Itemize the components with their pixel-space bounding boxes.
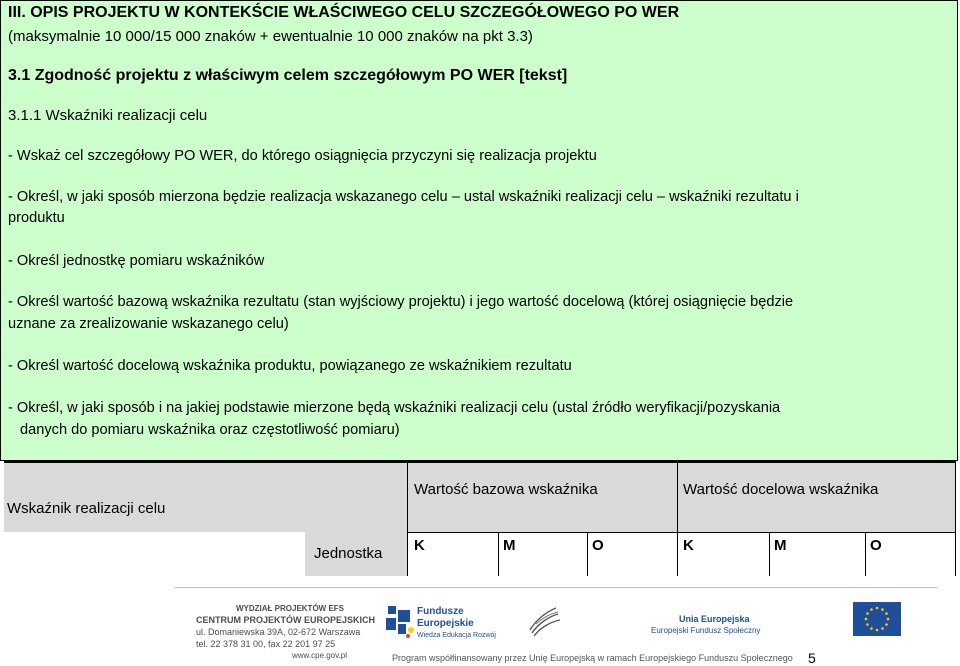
eu-text: Europejski Fundusz Społeczny xyxy=(651,626,761,635)
header-cell-indicator xyxy=(4,461,305,532)
ministry-line: tel. 22 378 31 00, fax 22 201 97 25 xyxy=(196,639,336,649)
table-border xyxy=(955,461,956,576)
table-border xyxy=(407,532,956,533)
subheader-k: K xyxy=(414,537,425,554)
table-border xyxy=(677,461,678,532)
subsubsection-heading: 3.1.1 Wskaźniki realizacji celu xyxy=(8,107,208,124)
page-number: 5 xyxy=(808,650,816,666)
fundusze-logo-icon xyxy=(384,604,418,640)
subheader-m: M xyxy=(503,537,516,554)
instruction-line: produktu xyxy=(8,210,65,226)
table-border xyxy=(407,461,408,576)
instruction-line: - Określ jednostkę pomiaru wskaźników xyxy=(8,253,265,269)
ministry-line: WYDZIAŁ PROJEKTÓW EFS xyxy=(236,604,344,613)
page-footer xyxy=(0,586,960,665)
swirl-emblem-icon xyxy=(522,600,562,640)
subheader-m: M xyxy=(774,537,787,554)
instruction-line: - Określ, w jaki sposób i na jakiej podstawie mierzone będą wskaźniki realizacji celu (ustal źródło weryfikacji/pozyskania xyxy=(8,400,781,416)
column-header-indicator: Wskaźnik realizacji celu xyxy=(7,500,166,517)
instruction-line: uznane za zrealizowanie wskazanego celu) xyxy=(8,316,289,332)
table-border xyxy=(769,532,770,576)
instruction-line: danych do pomiaru wskaźnika oraz częstotliwość pomiaru) xyxy=(20,422,400,438)
eu-flag-icon xyxy=(853,602,901,636)
indicator-table xyxy=(4,461,956,576)
footer-divider xyxy=(175,587,937,588)
table-border xyxy=(4,461,956,463)
instruction-line: - Określ wartość bazową wskaźnika rezultatu (stan wyjściowy projektu) i jego wartość docelową (której osiągnięcie będzie xyxy=(8,294,794,310)
fundusze-text: Fundusze xyxy=(417,606,464,617)
ministry-line: ul. Domaniewska 39A, 02-672 Warszawa xyxy=(196,627,361,637)
table-border xyxy=(587,532,588,576)
column-header-unit: Jednostka xyxy=(314,545,383,562)
subheader-o: O xyxy=(592,537,604,554)
table-border xyxy=(677,532,678,576)
fundusze-text: Europejskie xyxy=(417,618,474,629)
subheader-k: K xyxy=(683,537,694,554)
instruction-line: - Wskaż cel szczegółowy PO WER, do którego osiągnięcia przyczyni się realizacja projektu xyxy=(8,148,597,164)
program-text: Program współfinansowany przez Unię Europejską w ramach Europejskiego Funduszu Społecznego xyxy=(392,653,793,663)
fundusze-text: Wiedza Edukacja Rozwój xyxy=(417,632,496,639)
subheader-o: O xyxy=(870,537,882,554)
ministry-line: CENTRUM PROJEKTÓW EUROPEJSKICH xyxy=(196,615,376,625)
table-border xyxy=(865,532,866,576)
section-subtitle: (maksymalnie 10 000/15 000 znaków + ewentualnie 10 000 znaków na pkt 3.3) xyxy=(8,28,533,45)
table-border xyxy=(498,532,499,576)
section-title: III. OPIS PROJEKTU W KONTEKŚCIE WŁAŚCIWEGO CELU SZCZEGÓŁOWEGO PO WER xyxy=(8,4,680,21)
column-header-base: Wartość bazowa wskaźnika xyxy=(414,481,598,498)
subsection-heading: 3.1 Zgodność projektu z właściwym celem szczegółowym PO WER [tekst] xyxy=(8,67,568,84)
header-cell-unit-top xyxy=(305,461,407,532)
instruction-line: - Określ wartość docelową wskaźnika produktu, powiązanego ze wskaźnikiem rezultatu xyxy=(8,358,572,374)
column-header-target: Wartość docelowa wskaźnika xyxy=(683,481,879,498)
instruction-line: - Określ, w jaki sposób mierzona będzie realizacja wskazanego celu – ustal wskaźniki realizacji celu – wskaźniki rezultatu i xyxy=(8,189,799,205)
eu-text: Unia Europejska xyxy=(679,614,750,624)
body-cell-blank xyxy=(4,532,305,576)
ministry-line: www.cpe.gov.pl xyxy=(292,651,347,660)
